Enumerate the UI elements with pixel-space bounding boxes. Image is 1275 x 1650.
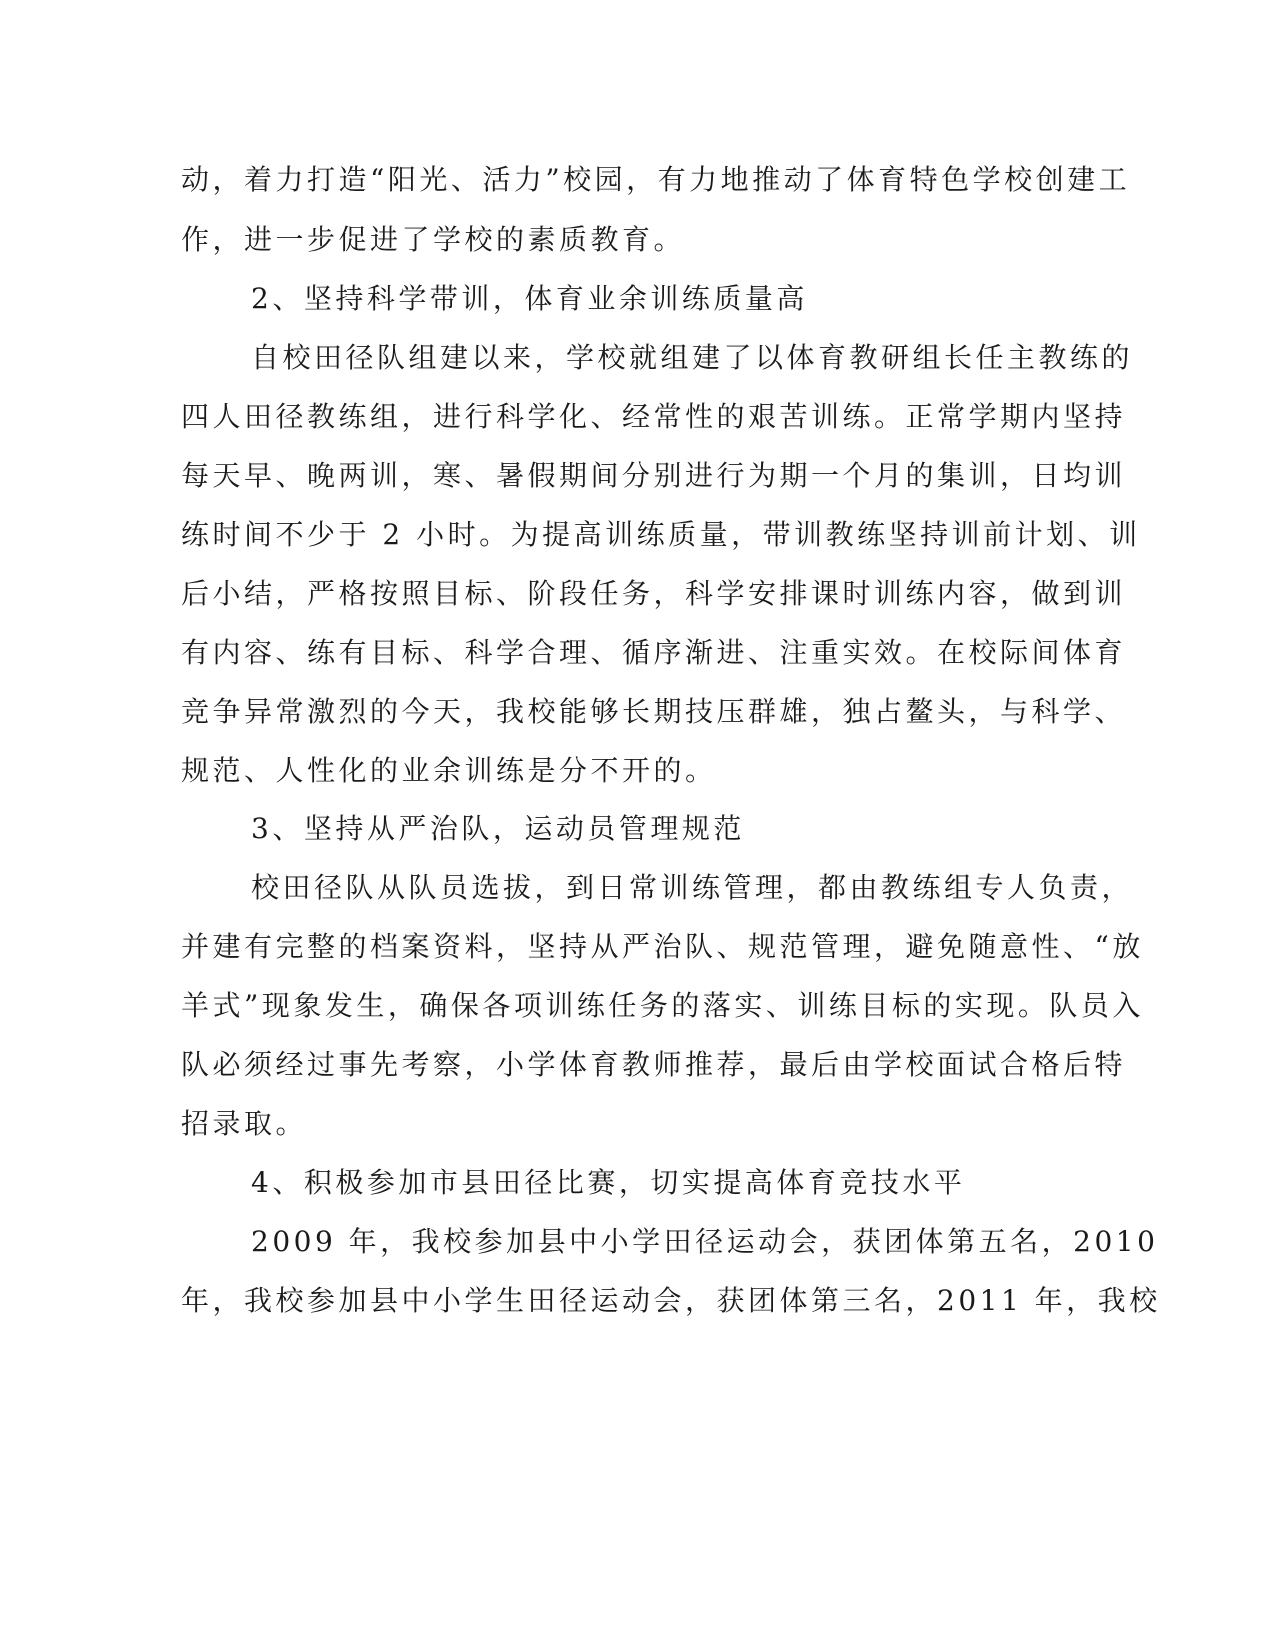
body-text-line: 年，我校参加县中小学生田径运动会，获团体第三名，2011 年，我校 [181,1284,1161,1317]
body-text-line: 2009 年，我校参加县中小学田径运动会，获团体第五名，2010 [251,1225,1159,1258]
body-text-line: 羊式”现象发生，确保各项训练任务的落实、训练目标的实现。队员入 [181,989,1144,1022]
body-text-line: 自校田径队组建以来，学校就组建了以体育教研组长任主教练的 [251,341,1134,374]
section-heading: 4、积极参加市县田径比赛，切实提高体育竞技水平 [251,1166,966,1199]
body-text-line: 并建有完整的档案资料，坚持从严治队、规范管理，避免随意性、“放 [181,930,1144,963]
body-text-line: 动，着力打造“阳光、活力”校园，有力地推动了体育特色学校创建工 [181,163,1131,196]
section-heading: 3、坚持从严治队，运动员管理规范 [251,812,745,845]
body-text-line: 练时间不少于 2 小时。为提高训练质量，带训教练坚持训前计划、训 [181,518,1141,551]
body-text-line: 招录取。 [181,1107,308,1140]
body-text-line: 后小结，严格按照目标、阶段任务，科学安排课时训练内容，做到训 [181,577,1127,610]
body-text-line: 作，进一步促进了学校的素质教育。 [181,223,686,256]
body-text-line: 规范、人性化的业余训练是分不开的。 [181,754,717,787]
section-heading: 2、坚持科学带训，体育业余训练质量高 [251,282,808,315]
body-text-line: 四人田径教练组，进行科学化、经常性的艰苦训练。正常学期内坚持 [181,400,1127,433]
body-text-line: 队必须经过事先考察，小学体育教师推荐，最后由学校面试合格后特 [181,1048,1127,1081]
body-text-line: 每天早、晚两训，寒、暑假期间分别进行为期一个月的集训，日均训 [181,459,1127,492]
body-text-line: 有内容、练有目标、科学合理、循序渐进、注重实效。在校际间体育 [181,636,1127,669]
body-text-line: 竞争异常激烈的今天，我校能够长期技压群雄，独占鳌头，与科学、 [181,695,1127,728]
document-page [181,0,1161,1650]
body-text-line: 校田径队从队员选拔，到日常训练管理，都由教练组专人负责， [251,871,1134,904]
